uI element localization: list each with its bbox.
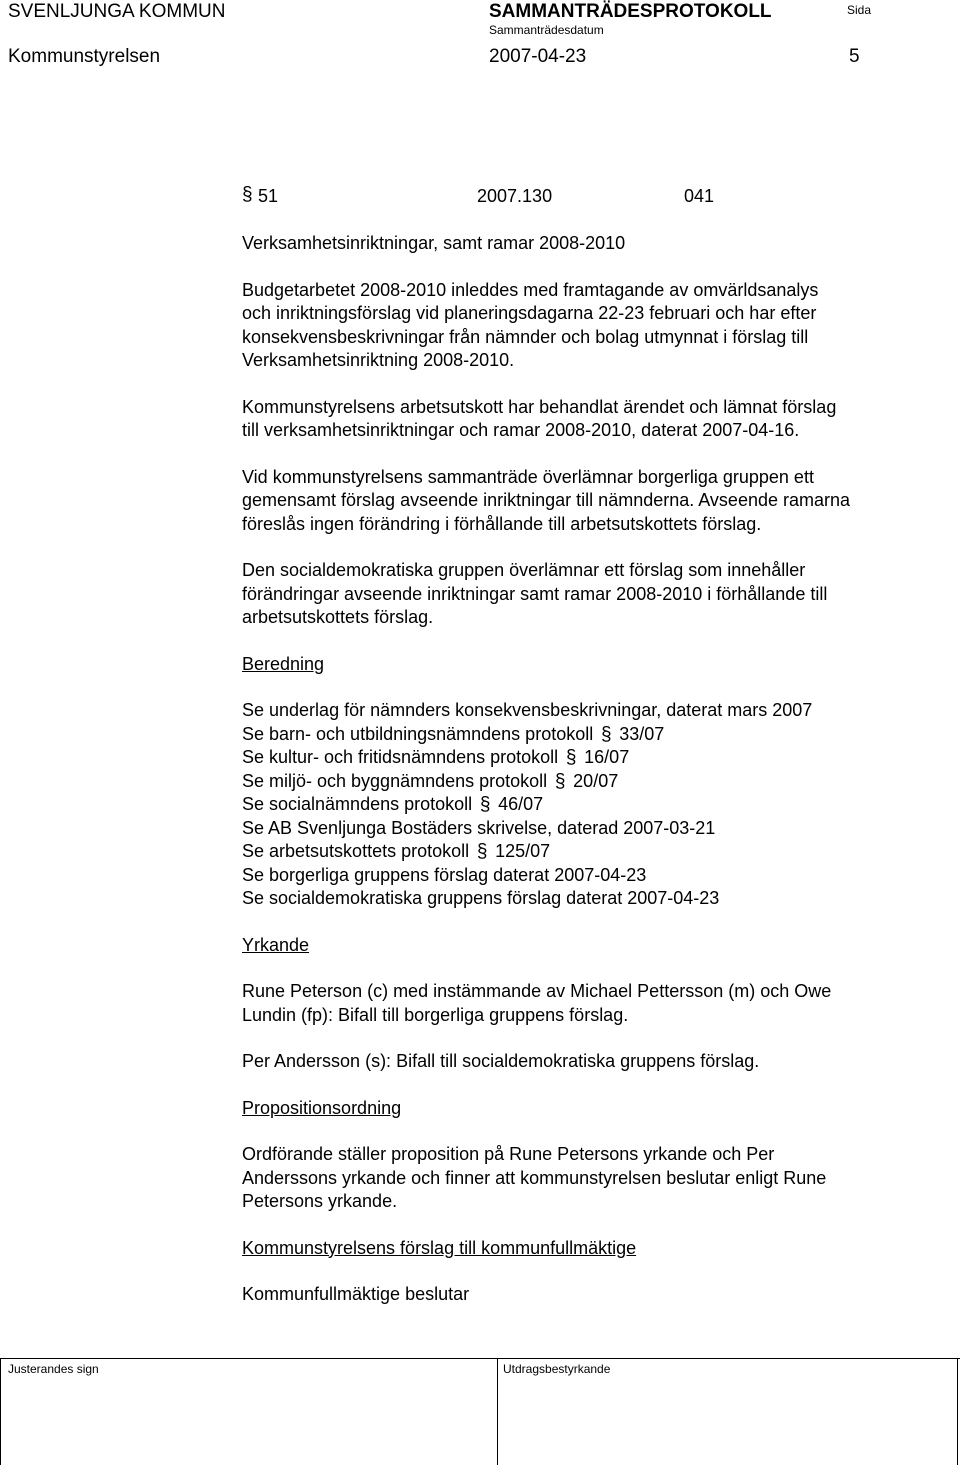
propositionsordning-heading: Propositionsordning: [242, 1097, 402, 1118]
list-item-ref: 16/07: [584, 747, 630, 767]
list-item: [242, 840, 942, 864]
municipality-name: SVENLJUNGA KOMMUN: [8, 1, 226, 22]
text-line: Anderssons yrkande och finner att kommunstyrelsen beslutar enligt Rune: [242, 1167, 827, 1188]
list-item-text: Se arbetsutskottets protokoll: [242, 841, 470, 861]
list-item-text: Se kultur- och fritidsnämndens protokoll: [242, 747, 559, 767]
propositionsordning-paragraph: [242, 1143, 942, 1214]
paragraph-4: [242, 559, 942, 630]
committee-name: Kommunstyrelsen: [8, 46, 161, 67]
text-line: Ordförande ställer proposition på Rune Petersons yrkande och Per: [242, 1144, 775, 1164]
beredning-heading: Beredning: [242, 653, 325, 674]
text-line: konsekvensbeskrivningar från nämnder och bolag utmynnat i förslag till: [242, 326, 809, 347]
footer-divider: [497, 1358, 498, 1465]
date-label: Sammanträdesdatum: [489, 23, 604, 37]
footer-top-rule: [0, 1358, 960, 1359]
page-number: 5: [849, 46, 860, 67]
yrkande-heading: Yrkande: [242, 934, 310, 955]
list-item-ref: 46/07: [498, 794, 544, 814]
list-item-text: Se socialnämndens protokoll: [242, 794, 473, 814]
text-line: Kommunstyrelsens arbetsutskott har behandlat ärendet och lämnat förslag: [242, 396, 837, 417]
list-item: [242, 746, 942, 770]
list-item-ref: 33/07: [619, 723, 665, 744]
paragraph-sign-icon: §: [479, 794, 491, 815]
yrkande-paragraph-2: Per Andersson (s): Bifall till socialdemokratiska gruppens förslag.: [242, 1051, 760, 1071]
case-diary-number: 2007.130: [477, 186, 553, 206]
text-line: Verksamhetsinriktning 2008-2010.: [242, 350, 515, 370]
list-item: [242, 770, 942, 794]
case-title: Verksamhetsinriktningar, samt ramar 2008-2010: [242, 233, 626, 253]
text-line: gemensamt förslag avseende inriktningar till nämnderna. Avseende ramarna: [242, 490, 851, 510]
beredning-list: [242, 699, 942, 911]
paragraph-sign-icon: §: [565, 747, 577, 768]
meeting-date: 2007-04-23: [489, 46, 587, 67]
list-item-text: Se barn- och utbildningsnämndens protokoll: [242, 723, 594, 744]
case-number: 51: [258, 186, 279, 206]
paragraph-2: [242, 396, 942, 443]
list-item: [242, 793, 942, 817]
forslag-heading: Kommunstyrelsens förslag till kommunfullmäktige: [242, 1237, 637, 1258]
kf-beslutar-text: Kommunfullmäktige beslutar: [242, 1284, 470, 1304]
paragraph-sign-icon: §: [554, 770, 566, 792]
paragraph-3: [242, 466, 942, 537]
text-line: Budgetarbetet 2008-2010 inleddes med framtagande av omvärldsanalys: [242, 279, 819, 300]
case-code: 041: [684, 186, 715, 206]
text-line: Lundin (fp): Bifall till borgerliga gruppens förslag.: [242, 1004, 629, 1025]
utdragsbestyrkande-label: Utdragsbestyrkande: [503, 1362, 611, 1376]
yrkande-paragraph-1: [242, 980, 942, 1027]
paragraph-sign-icon: §: [476, 841, 488, 862]
text-line: och inriktningsförslag vid planeringsdagarna 22-23 februari och har efter: [242, 303, 817, 323]
list-item-ref: 20/07: [573, 770, 619, 791]
document-title: SAMMANTRÄDESPROTOKOLL: [489, 1, 772, 22]
page-label: Sida: [847, 3, 872, 17]
paragraph-sign-icon: §: [242, 184, 253, 205]
justerandes-sign-label: Justerandes sign: [8, 1362, 99, 1376]
list-item: Se AB Svenljunga Bostäders skrivelse, daterad 2007-03-21: [242, 817, 716, 838]
text-line: Den socialdemokratiska gruppen överlämnar ett förslag som innehåller: [242, 560, 806, 580]
text-line: Rune Peterson (c) med instämmande av Michael Pettersson (m) och Owe: [242, 981, 832, 1001]
list-item: Se socialdemokratiska gruppens förslag daterat 2007-04-23: [242, 888, 720, 908]
text-line: Petersons yrkande.: [242, 1191, 398, 1211]
list-item: [242, 723, 942, 747]
list-item: Se borgerliga gruppens förslag daterat 2007-04-23: [242, 864, 647, 885]
footer-left-border: [0, 1358, 1, 1465]
paragraph-1: [242, 279, 942, 373]
document-body: [242, 232, 942, 1307]
text-line: Vid kommunstyrelsens sammanträde överlämnar borgerliga gruppen ett: [242, 466, 814, 487]
paragraph-sign-icon: §: [600, 723, 612, 745]
text-line: till verksamhetsinriktningar och ramar 2008-2010, daterat 2007-04-16.: [242, 420, 800, 440]
list-item-text: Se miljö- och byggnämndens protokoll: [242, 770, 548, 791]
text-line: arbetsutskottets förslag.: [242, 607, 434, 627]
text-line: förändringar avseende inriktningar samt ramar 2008-2010 i förhållande till: [242, 583, 828, 604]
list-item: Se underlag för nämnders konsekvensbeskrivningar, daterat mars 2007: [242, 700, 813, 720]
text-line: föreslås ingen förändring i förhållande till arbetsutskottets förslag.: [242, 513, 762, 534]
footer-right-border: [957, 1358, 958, 1465]
list-item-ref: 125/07: [495, 841, 551, 861]
